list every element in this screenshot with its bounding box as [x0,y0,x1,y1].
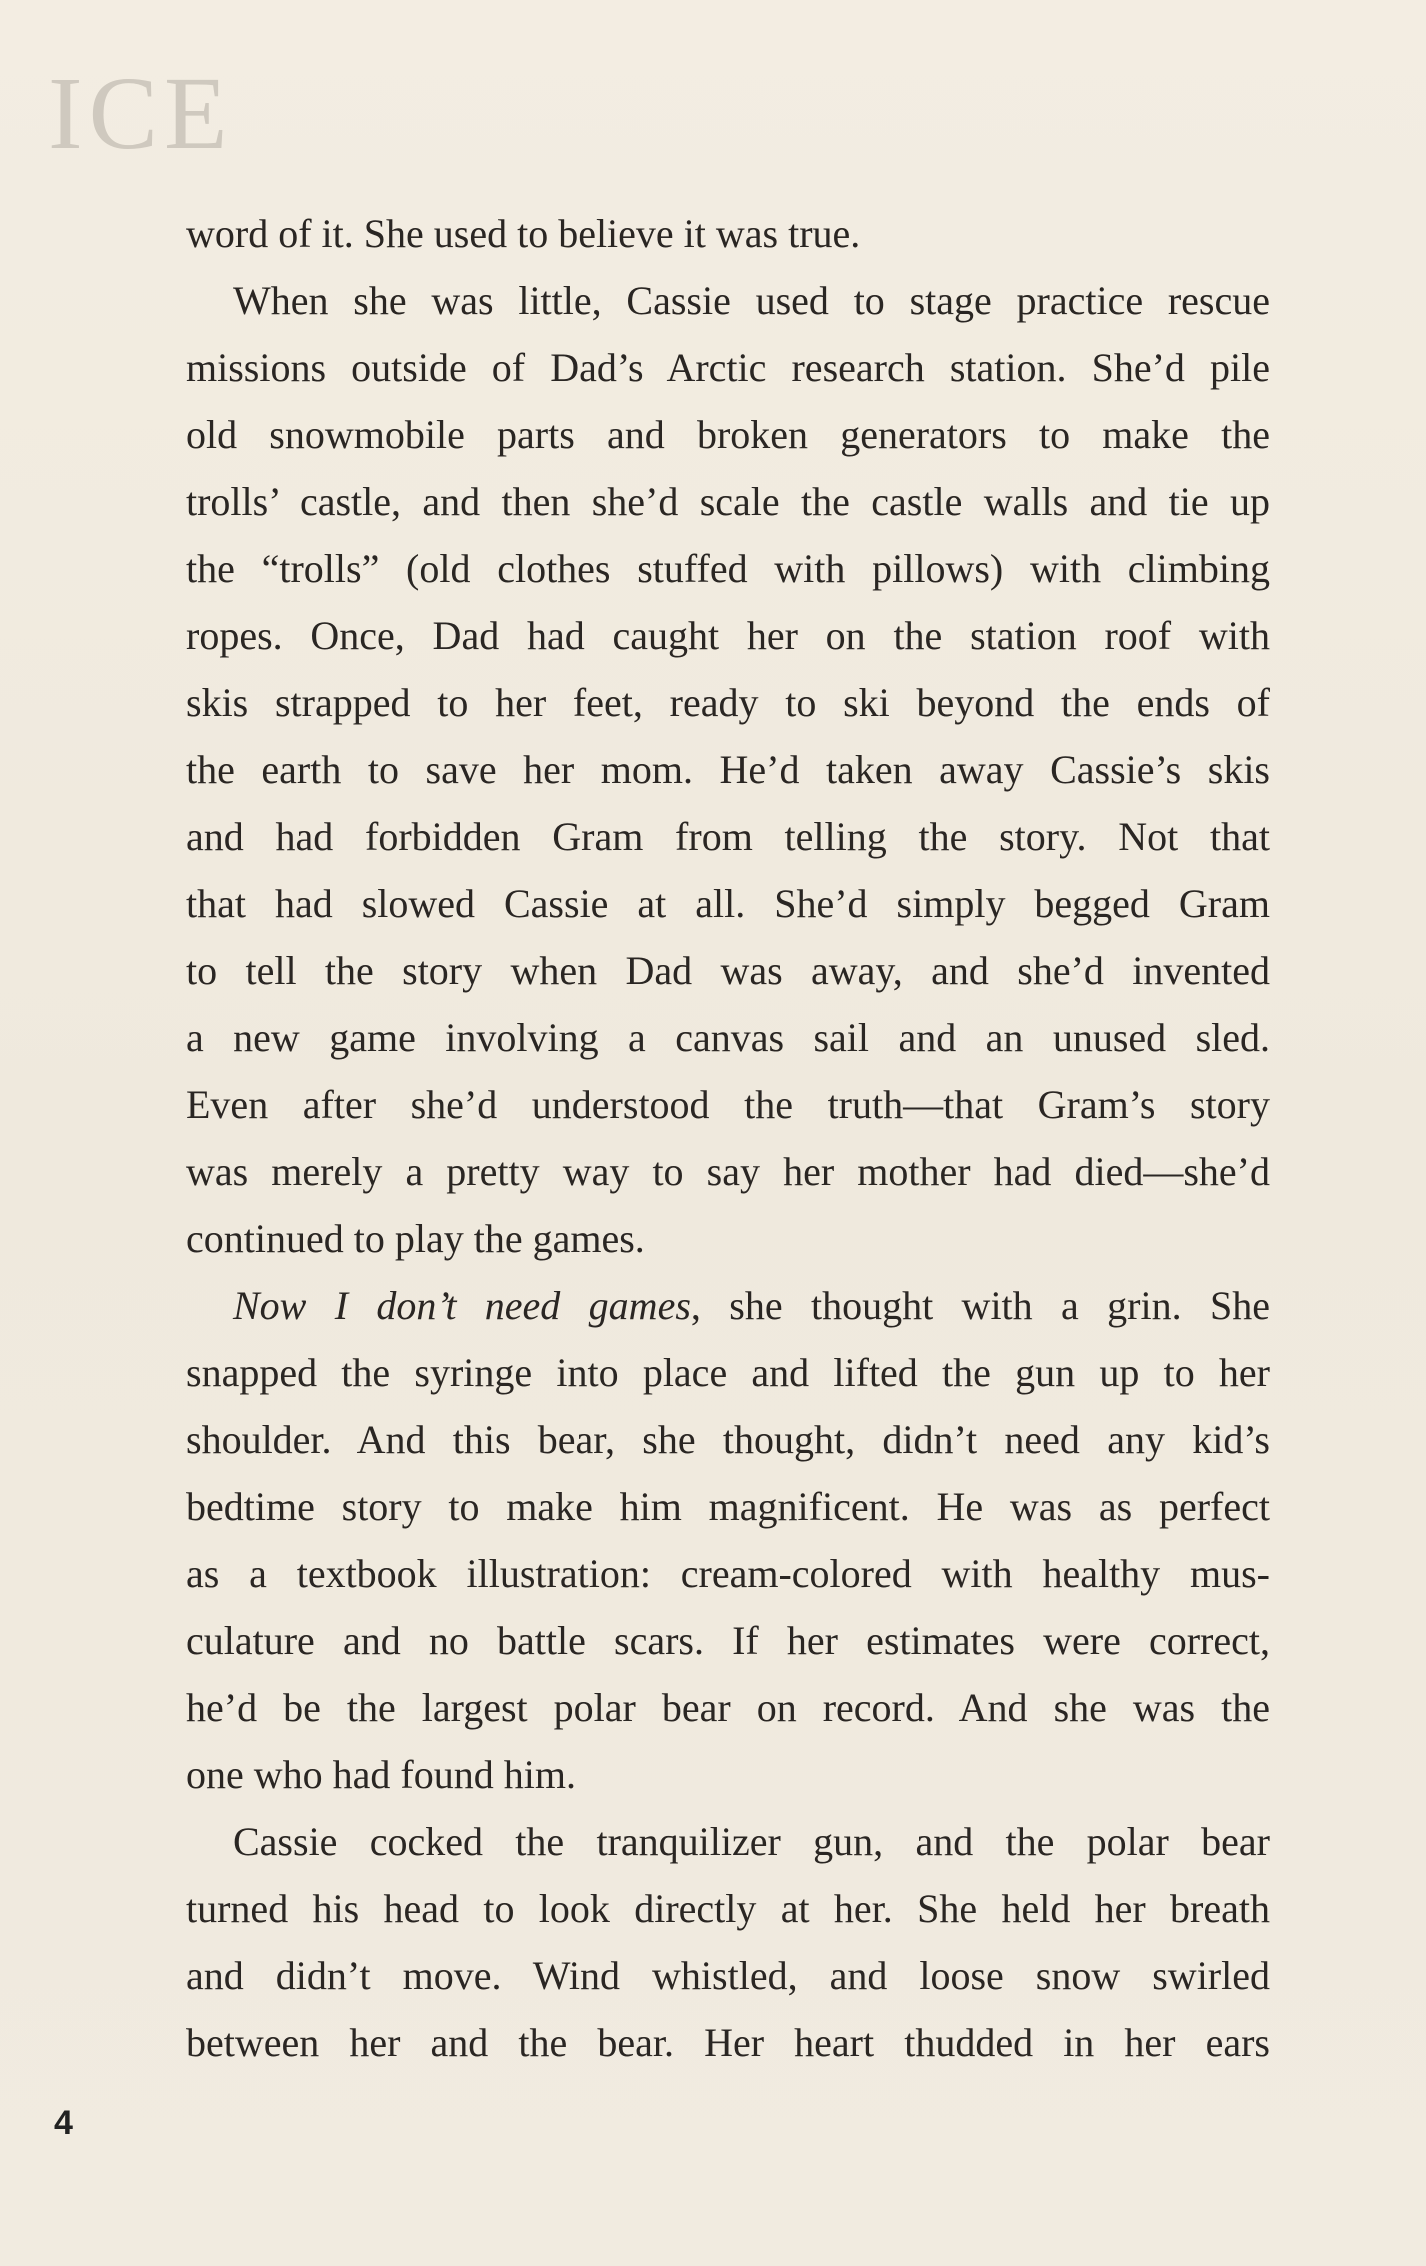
text-line [186,1272,1270,1339]
text-line: turned his head to look directly at her. She held her breath [186,1886,1270,1931]
text-line: Even after she’d understood the truth—that Gram’s story [186,1082,1270,1127]
text-line: that had slowed Cassie at all. She’d simply begged Gram [186,881,1270,926]
running-head: ICE [48,56,234,171]
text-line: missions outside of Dad’s Arctic research station. She’d pile [186,345,1270,390]
text-line: bedtime story to make him magnificent. He was as perfect [186,1484,1270,1529]
text-line: word of it. She used to believe it was true. [186,211,861,256]
italic-phrase: Now I don’t need games [233,1283,691,1328]
text-line: continued to play the games. [186,1216,645,1261]
text-line: culature and no battle scars. If her estimates were correct, [186,1618,1270,1663]
text-line: the “trolls” (old clothes stuffed with pillows) with climbing [186,546,1270,591]
page-number: 4 [54,2104,73,2142]
text-line: as a textbook illustration: cream-colored with healthy mus- [186,1551,1270,1596]
text-line: to tell the story when Dad was away, and she’d invented [186,948,1270,993]
text-line: old snowmobile parts and broken generators to make the [186,412,1270,457]
text-line: one who had found him. [186,1752,576,1797]
line-text: , she thought with a grin. She [690,1283,1270,1328]
text-line: between her and the bear. Her heart thudded in her ears [186,2020,1270,2065]
text-line: Cassie cocked the tranquilizer gun, and the polar bear [233,1819,1270,1864]
text-line: and didn’t move. Wind whistled, and loose snow swirled [186,1953,1270,1998]
text-line: and had forbidden Gram from telling the story. Not that [186,814,1270,859]
text-line: skis strapped to her feet, ready to ski beyond the ends of [186,680,1270,725]
text-line: the earth to save her mom. He’d taken away Cassie’s skis [186,747,1270,792]
body-text [186,200,1270,2076]
text-line: ropes. Once, Dad had caught her on the station roof with [186,613,1270,658]
text-line: he’d be the largest polar bear on record. And she was the [186,1685,1270,1730]
text-line: trolls’ castle, and then she’d scale the castle walls and tie up [186,479,1270,524]
text-line: a new game involving a canvas sail and an unused sled. [186,1015,1270,1060]
text-line: was merely a pretty way to say her mother had died—she’d [186,1149,1270,1194]
text-line: When she was little, Cassie used to stage practice rescue [233,278,1270,323]
text-line: snapped the syringe into place and lifted the gun up to her [186,1350,1270,1395]
text-line: shoulder. And this bear, she thought, didn’t need any kid’s [186,1417,1270,1462]
